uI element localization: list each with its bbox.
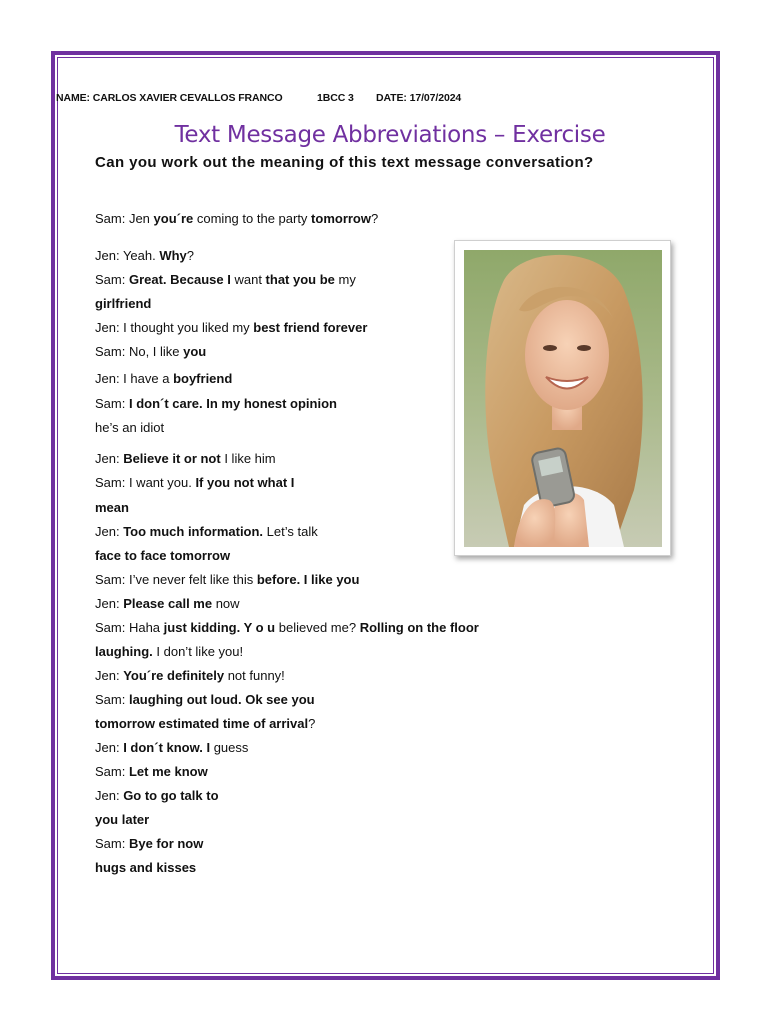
conversation-line <box>95 692 315 708</box>
conversation-line <box>95 451 276 467</box>
conversation-line <box>95 548 230 564</box>
abbreviation-answer: before. I like you <box>256 572 360 587</box>
conversation-line <box>95 788 219 804</box>
abbreviation-answer: best friend forever <box>253 320 368 335</box>
abbreviation-answer: Great. Because I <box>128 272 231 287</box>
course-code: 1BCC 3 <box>317 92 354 104</box>
photo-frame <box>454 240 671 556</box>
abbreviation-answer: you <box>183 344 207 359</box>
conversation-line <box>95 812 149 828</box>
message-text: Let’s talk <box>263 524 318 539</box>
abbreviation-answer: that you be <box>265 272 335 287</box>
abbreviation-answer: boyfriend <box>173 371 233 386</box>
message-text: Sam: <box>95 764 129 779</box>
abbreviation-answer: I don´t know. I <box>123 740 211 755</box>
message-text: Sam: <box>95 396 129 411</box>
abbreviation-answer: Go to go talk to <box>123 788 219 803</box>
message-text: Jen: I have a <box>95 371 174 386</box>
conversation-line <box>95 860 196 876</box>
conversation-line <box>95 596 240 612</box>
abbreviation-answer: mean <box>95 500 129 515</box>
message-text: Jen: <box>95 740 124 755</box>
abbreviation-answer: If you not what I <box>195 475 295 490</box>
message-text: Jen: <box>95 788 124 803</box>
message-text: Jen: <box>95 451 124 466</box>
conversation-line <box>95 764 208 780</box>
message-text: Jen: I thought you liked my <box>95 320 254 335</box>
message-text: ? <box>308 716 316 731</box>
abbreviation-answer: just kidding. Y o u <box>163 620 276 635</box>
conversation-line <box>95 644 243 660</box>
message-text: now <box>212 596 240 611</box>
abbreviation-answer: Let me know <box>128 764 208 779</box>
message-text: Sam: I’ve never felt like this <box>95 572 257 587</box>
abbreviation-answer: girlfriend <box>95 296 152 311</box>
conversation-line <box>95 620 479 636</box>
message-text: Sam: <box>95 272 129 287</box>
message-text: I don’t like you! <box>152 644 244 659</box>
page-title: Text Message Abbreviations – Exercise <box>174 122 606 148</box>
message-text: Sam: Jen <box>95 211 154 226</box>
conversation-line <box>95 572 359 588</box>
conversation-line <box>95 296 151 312</box>
message-text: guess <box>210 740 249 755</box>
conversation-line <box>95 211 378 227</box>
abbreviation-answer: Too much information. <box>123 524 264 539</box>
conversation-line <box>95 420 164 436</box>
woman-texting-photo <box>464 250 662 547</box>
message-text: coming to the party <box>193 211 312 226</box>
conversation-line <box>95 668 285 684</box>
conversation-line <box>95 344 206 360</box>
conversation-line <box>95 524 318 540</box>
abbreviation-answer: tomorrow estimated time of arrival <box>95 716 309 731</box>
abbreviation-answer: I don´t care. In my honest opinion <box>128 396 337 411</box>
message-text: ? <box>186 248 195 263</box>
message-text: Jen: Yeah. <box>95 248 160 263</box>
abbreviation-answer: Believe it or not <box>123 451 221 466</box>
student-name: NAME: CARLOS XAVIER CEVALLOS FRANCO <box>56 92 283 104</box>
message-text: Sam: <box>95 836 129 851</box>
message-text: want <box>230 272 266 287</box>
message-text: Sam: <box>95 692 129 707</box>
message-text: I like him <box>220 451 276 466</box>
abbreviation-answer: Bye for now <box>128 836 204 851</box>
abbreviation-answer: hugs and kisses <box>95 860 197 875</box>
conversation-line <box>95 320 367 336</box>
exercise-instruction: Can you work out the meaning of this text message conversation? <box>95 154 594 171</box>
conversation-line <box>95 371 232 387</box>
abbreviation-answer: laughing out loud. Ok see you <box>128 692 315 707</box>
message-text: Sam: Haha <box>95 620 164 635</box>
conversation-line <box>95 248 194 264</box>
conversation-line <box>95 396 337 412</box>
message-text: ? <box>371 211 379 226</box>
message-text: Sam: No, I like <box>95 344 184 359</box>
abbreviation-answer: tomorrow <box>311 211 371 226</box>
conversation-line <box>95 716 315 732</box>
message-text: Jen: <box>95 524 124 539</box>
abbreviation-answer: Why <box>159 248 187 263</box>
conversation-line <box>95 272 356 288</box>
abbreviation-answer: you later <box>95 812 150 827</box>
conversation-line <box>95 836 203 852</box>
abbreviation-answer: You´re definitely <box>123 668 225 683</box>
assignment-date: DATE: 17/07/2024 <box>376 92 462 104</box>
abbreviation-answer: Please call me <box>123 596 213 611</box>
message-text: he’s an idiot <box>95 420 165 435</box>
message-text: Jen: <box>95 668 124 683</box>
message-text: Jen: <box>95 596 124 611</box>
conversation-line <box>95 740 248 756</box>
conversation-line <box>95 500 129 516</box>
message-text: not funny! <box>224 668 285 683</box>
abbreviation-answer: laughing. <box>95 644 153 659</box>
message-text: believed me? <box>275 620 360 635</box>
abbreviation-answer: face to face tomorrow <box>95 548 231 563</box>
conversation-line <box>95 475 294 491</box>
abbreviation-answer: Rolling on the floor <box>359 620 479 635</box>
message-text: Sam: I want you. <box>95 475 196 490</box>
message-text: my <box>334 272 356 287</box>
abbreviation-answer: you´re <box>153 211 194 226</box>
